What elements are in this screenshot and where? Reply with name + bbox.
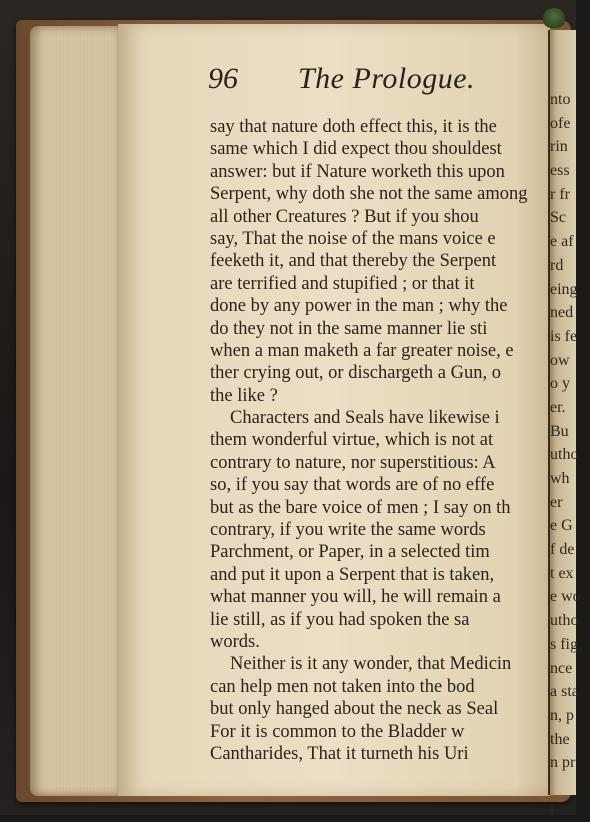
facing-text-fragment: ess	[550, 162, 570, 180]
text-line: the like ?	[210, 385, 278, 406]
facing-text-fragment: eing	[550, 280, 578, 298]
facing-text-fragment: e af	[550, 233, 574, 251]
facing-text-fragment: ned	[550, 304, 574, 322]
facing-text-fragment: is fe	[550, 327, 578, 345]
facing-text-fragment: n, p	[550, 706, 574, 724]
text-line: done by any power in the man ; why the	[210, 296, 508, 317]
text-line: them wonderful virtue, which is not at	[210, 430, 494, 451]
text-line: but only hanged about the neck as Seal	[210, 699, 499, 720]
facing-text-fragment: e G	[550, 517, 573, 535]
text-line: lie still, as if you had spoken the sa	[210, 609, 470, 630]
facing-text-fragment: nto	[550, 91, 571, 108]
text-line: feeketh it, and that thereby the Serpent	[210, 251, 497, 272]
facing-text-fragment: utho	[550, 446, 579, 464]
page-number: 96	[208, 62, 238, 95]
facing-text-fragment: t ex	[550, 564, 574, 582]
text-line: all other Creatures ? But if you shou	[210, 206, 479, 227]
text-line: contrary to nature, nor superstitious: A	[210, 452, 496, 473]
facing-text-fragment: Sc	[550, 209, 566, 227]
body-text	[210, 116, 555, 765]
text-line: so, if you say that words are of no effe	[210, 475, 495, 496]
facing-text-fragment: rin	[550, 138, 568, 156]
text-line: words.	[210, 631, 260, 652]
page-header	[208, 62, 548, 112]
facing-page-text	[550, 88, 590, 822]
text-line: Serpent, why doth she not the same among	[210, 184, 528, 205]
facing-text-fragment: ow	[550, 351, 570, 369]
text-line: contrary, if you write the same words	[210, 520, 486, 541]
facing-text-fragment: o y	[550, 375, 570, 393]
text-line: answer: but if Nature worketh this upon	[210, 161, 505, 182]
facing-text-fragment: nce	[550, 659, 573, 677]
text-line: Characters and Seals have likewise i	[230, 408, 500, 429]
text-line: do they not in the same manner lie sti	[210, 318, 488, 339]
facing-text-fragment: Bu	[550, 422, 569, 440]
text-line: when a man maketh a far greater noise, e	[210, 340, 514, 361]
text-line: say, That the noise of the mans voice e	[210, 228, 496, 249]
facing-page-edge	[548, 30, 581, 819]
facing-text-fragment: er	[550, 493, 563, 511]
facing-text-fragment: er.	[550, 398, 566, 416]
bookmark-ribbon	[543, 8, 565, 28]
gutter	[548, 30, 550, 795]
facing-text-fragment: utho	[550, 612, 579, 630]
text-line: can help men not taken into the bod	[210, 676, 475, 697]
left-page	[118, 24, 550, 796]
facing-text-fragment: r fr	[550, 185, 570, 203]
facing-text-fragment	[550, 775, 590, 799]
facing-text-fragment: n pr	[550, 754, 576, 772]
facing-text-fragment: i	[550, 801, 555, 819]
facing-text-fragment: s fig	[550, 635, 578, 653]
facing-text-fragment: a sta	[550, 683, 579, 701]
text-line: For it is common to the Bladder w	[210, 721, 465, 742]
text-line: Parchment, or Paper, in a selected tim	[210, 542, 490, 563]
text-line: say that nature doth effect this, it is the	[210, 117, 497, 137]
text-line: are terrified and stupified ; or that it	[210, 273, 475, 294]
text-line: same which I did expect thou shouldest	[210, 139, 502, 160]
text-line: ther crying out, or dischargeth a Gun, o	[210, 363, 501, 384]
facing-text-fragment: rd	[550, 256, 564, 274]
text-line: Cantharides, That it turneth his Uri	[210, 743, 469, 764]
text-line: and put it upon a Serpent that is taken,	[210, 564, 495, 585]
page-stack-edge	[30, 26, 122, 796]
facing-text-fragment: the	[550, 730, 570, 748]
facing-text-fragment: e wo	[550, 588, 581, 606]
facing-text-fragment: wh	[550, 470, 570, 487]
running-title: The Prologue.	[298, 62, 476, 95]
text-line: Neither is it any wonder, that Medicin	[230, 654, 512, 675]
text-line: but as the bare voice of men ; I say on th	[210, 497, 511, 518]
text-line: what manner you will, he will remain a	[210, 587, 501, 608]
facing-text-fragment: ofe	[550, 114, 571, 132]
facing-text-fragment: f de	[550, 541, 575, 559]
